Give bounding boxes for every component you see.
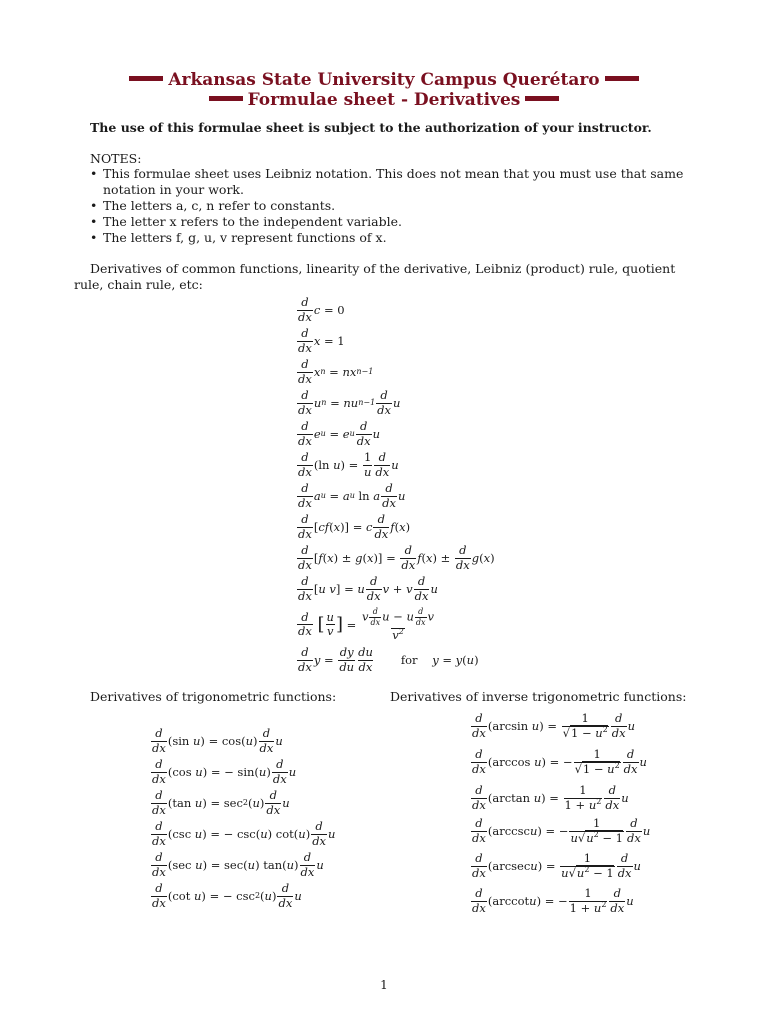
formula-constant: $\frac{d}{dx}$ c = 0	[298, 295, 345, 324]
note-item: • The letters f, g, u, v represent functions of x.	[90, 230, 710, 246]
title-bar-left	[129, 76, 163, 81]
formula-arccsc: $\frac{d}{dx}$ (arccsc u ) = − $\frac{1}{u√u^2 - 1}$ $\frac{d}{dx}$ u	[472, 816, 651, 845]
formula-general-exponential: $\frac{d}{dx}$ a u = a u ln a $\frac{d}{dx}$ u	[298, 481, 406, 510]
formula-sec: $\frac{d}{dx}$ (sec u ) = sec( u ) tan( u ) $\frac{d}{dx}$ u	[152, 850, 324, 879]
formula-csc: $\frac{d}{dx}$ (csc u ) = − csc( u ) cot( u ) $\frac{d}{dx}$ u	[152, 819, 336, 848]
formula-cot: $\frac{d}{dx}$ (cot u ) = − csc 2 ( u ) $\frac{d}{dx}$ u	[152, 881, 302, 910]
formula-arccos: $\frac{d}{dx}$ (arccos u ) = − $\frac{1}{√1 - u^2}$ $\frac{d}{dx}$ u	[472, 747, 647, 776]
formula-sin: $\frac{d}{dx}$ (sin u ) = cos( u ) $\frac{d}{dx}$ u	[152, 726, 283, 755]
notes-heading: NOTES:	[90, 151, 142, 166]
title-bar-right	[605, 76, 639, 81]
formula-identity: $\frac{d}{dx}$ x = 1	[298, 326, 345, 355]
formula-arccot: $\frac{d}{dx}$ (arccot u ) = − $\frac{1}{1 + u^2}$ $\frac{d}{dx}$ u	[472, 886, 634, 915]
authorization-notice: The use of this formulae sheet is subject to the authorization of your instructor.	[90, 120, 652, 135]
document-subtitle: Formulae sheet - Derivatives	[0, 90, 768, 110]
formula-constant-multiple: $\frac{d}{dx}$ [ cf ( x )] = c $\frac{d}{dx}$ f ( x )	[298, 512, 411, 541]
formula-chain-rule: $\frac{d}{dx}$ y = $\frac{dy}{du}$ $\frac{du}{dx}$ for y = y ( u )	[298, 645, 479, 674]
formula-cos: $\frac{d}{dx}$ (cos u ) = − sin( u ) $\frac{d}{dx}$ u	[152, 757, 297, 786]
trig-section-heading: Derivatives of trigonometric functions:	[90, 689, 337, 704]
note-item: • The letter x refers to the independent variable.	[90, 214, 710, 230]
note-item: • This formulae sheet uses Leibniz notation. This does not mean that you must use that same notation in your work.	[90, 166, 710, 198]
formula-product-rule: $\frac{d}{dx}$ [ u v ] = u $\frac{d}{dx}$ v + v $\frac{d}{dx}$ u	[298, 574, 438, 603]
notes-list	[90, 166, 710, 246]
subtitle-bar-right	[525, 96, 559, 101]
formula-exponential: $\frac{d}{dx}$ e u = e u $\frac{d}{dx}$ u	[298, 419, 381, 448]
formula-power: $\frac{d}{dx}$ x n = nx n−1	[298, 357, 374, 386]
formula-power-chain: $\frac{d}{dx}$ u n = nu n−1 $\frac{d}{dx}$ u	[298, 388, 401, 417]
formula-sum-rule: $\frac{d}{dx}$ [ f ( x ) ± g ( x )] = $\frac{d}{dx}$ f ( x ) ± $\frac{d}{dx}$ g ( x )	[298, 543, 495, 572]
formula-arcsin: $\frac{d}{dx}$ (arcsin u ) = $\frac{1}{√1 - u^2}$ $\frac{d}{dx}$ u	[472, 711, 636, 740]
formula-arcsec: $\frac{d}{dx}$ (arcsec u ) = $\frac{1}{u√u^2 - 1}$ $\frac{d}{dx}$ u	[472, 851, 641, 880]
formula-tan: $\frac{d}{dx}$ (tan u ) = sec 2 ( u ) $\frac{d}{dx}$ u	[152, 788, 290, 817]
chain-rule-condition: for	[400, 653, 418, 667]
note-item: • The letters a, c, n refer to constants.	[90, 198, 710, 214]
document-title: Arkansas State University Campus Querétaro	[0, 70, 768, 90]
intro-paragraph: Derivatives of common functions, linearity of the derivative, Leibniz (product) rule, quotient rule, chain rule, etc:	[74, 261, 676, 292]
page-number: 1	[380, 978, 388, 992]
subtitle-bar-left	[209, 96, 243, 101]
formula-logarithm: $\frac{d}{dx}$ (ln u ) = $\frac{1}{u}$ $\frac{d}{dx}$ u	[298, 450, 399, 479]
formula-arctan: $\frac{d}{dx}$ (arctan u ) = $\frac{1}{1 + u^2}$ $\frac{d}{dx}$ u	[472, 783, 629, 812]
inverse-trig-section-heading: Derivatives of inverse trigonometric functions:	[390, 689, 687, 704]
formula-quotient-rule: $\frac{d}{dx}$ [ $\frac{u}{v}$ ] = v $\frac{d}{dx}$ u − u $\frac{d}{dx}$ v $v^2$	[298, 607, 435, 642]
